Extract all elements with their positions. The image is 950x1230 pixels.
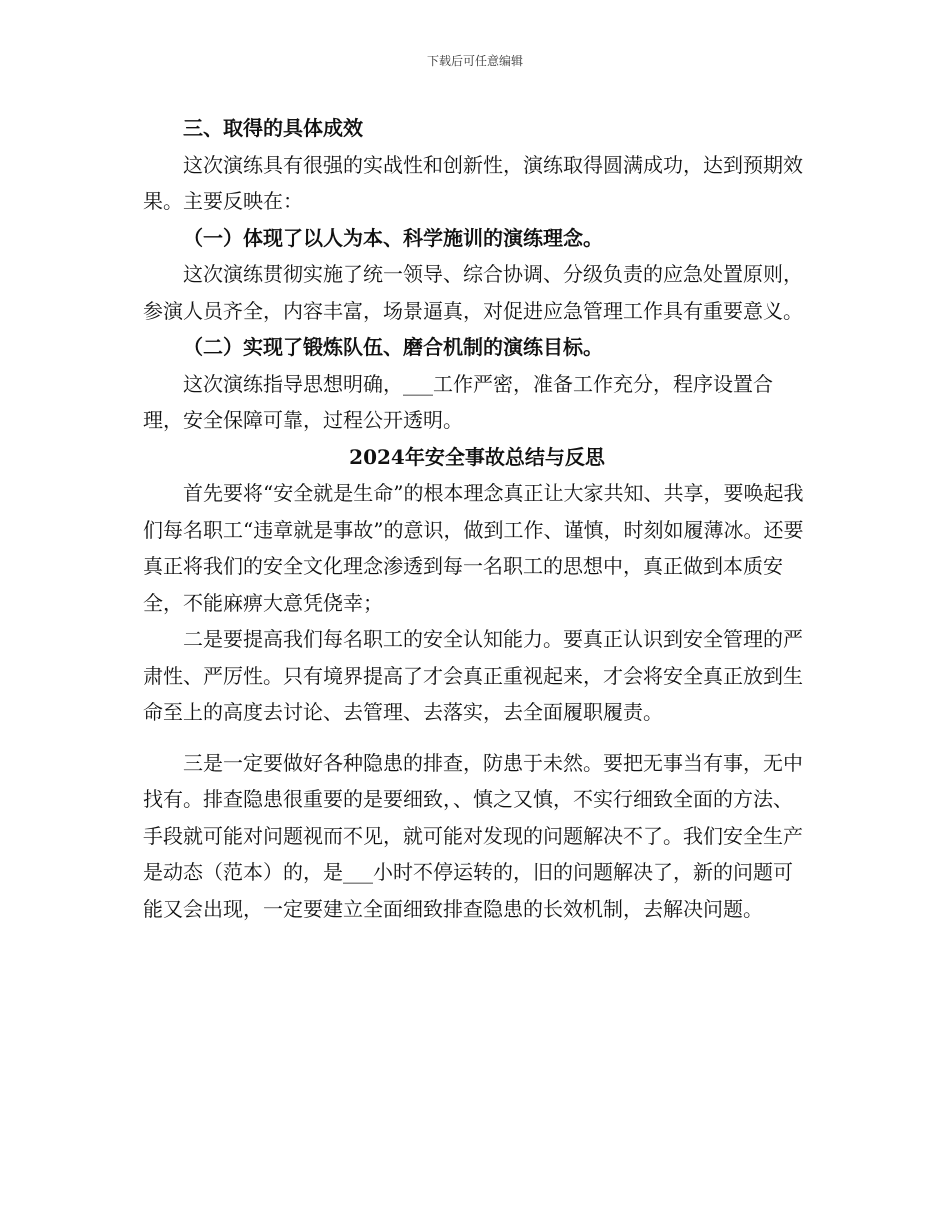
subsection-text-1: 这次演练贯彻实施了统一领导、综合协调、分级负责的应急处置原则，参演人员齐全，内容丰富，场景逼真，对促进应急管理工作具有重要意义。 (143, 262, 803, 323)
document-title: 2024年安全事故总结与反思 (349, 444, 605, 469)
body-paragraph-1: 首先要将“安全就是生命”的根本理念真正让大家共知、共享，要唤起我们每名职工“违章就是事故”的意识，做到工作、谨慎，时刻如履薄冰。还要真正将我们的安全文化理念渗透到每一名职工的思想中，真正做到本质安全，不能麻痹大意凭侥幸； (143, 481, 804, 615)
intro-paragraph: 这次演练具有很强的实战性和创新性，演练取得圆满成功，达到预期效果。主要反映在： (143, 152, 803, 213)
subsection-heading-1: （一）体现了以人为本、科学施训的演练理念。 (183, 225, 603, 250)
section-heading: 三、取得的具体成效 (183, 116, 363, 140)
body-paragraph-3: 三是一定要做好各种隐患的排查，防患于未然。要把无事当有事，无中找有。排查隐患很重要的是要细致，、慎之又慎，不实行细致全面的方法、手段就可能对问题视而不见，就可能对发现的问题解决不了。我们安全生产是动态（范本）的，是___小时不停运转的，旧的问题解决了，新的问题可能又会出现，一定要建立全面细致排查隐患的长效机制，去解决问题。 (143, 750, 803, 921)
subsection-text-2: 这次演练指导思想明确，___工作严密，准备工作充分，程序设置合理，安全保障可靠，过程公开透明。 (143, 371, 773, 432)
document-body (143, 110, 811, 927)
body-paragraph-2: 二是要提高我们每名职工的安全认知能力。要真正认识到安全管理的严肃性、严厉性。只有境界提高了才会真正重视起来，才会将安全真正放到生命至上的高度去讨论、去管理、去落实，去全面履职履责。 (143, 627, 803, 724)
subsection-heading-2: （二）实现了锻炼队伍、磨合机制的演练目标。 (183, 335, 603, 359)
header-note: 下载后可任意编辑 (426, 54, 523, 68)
